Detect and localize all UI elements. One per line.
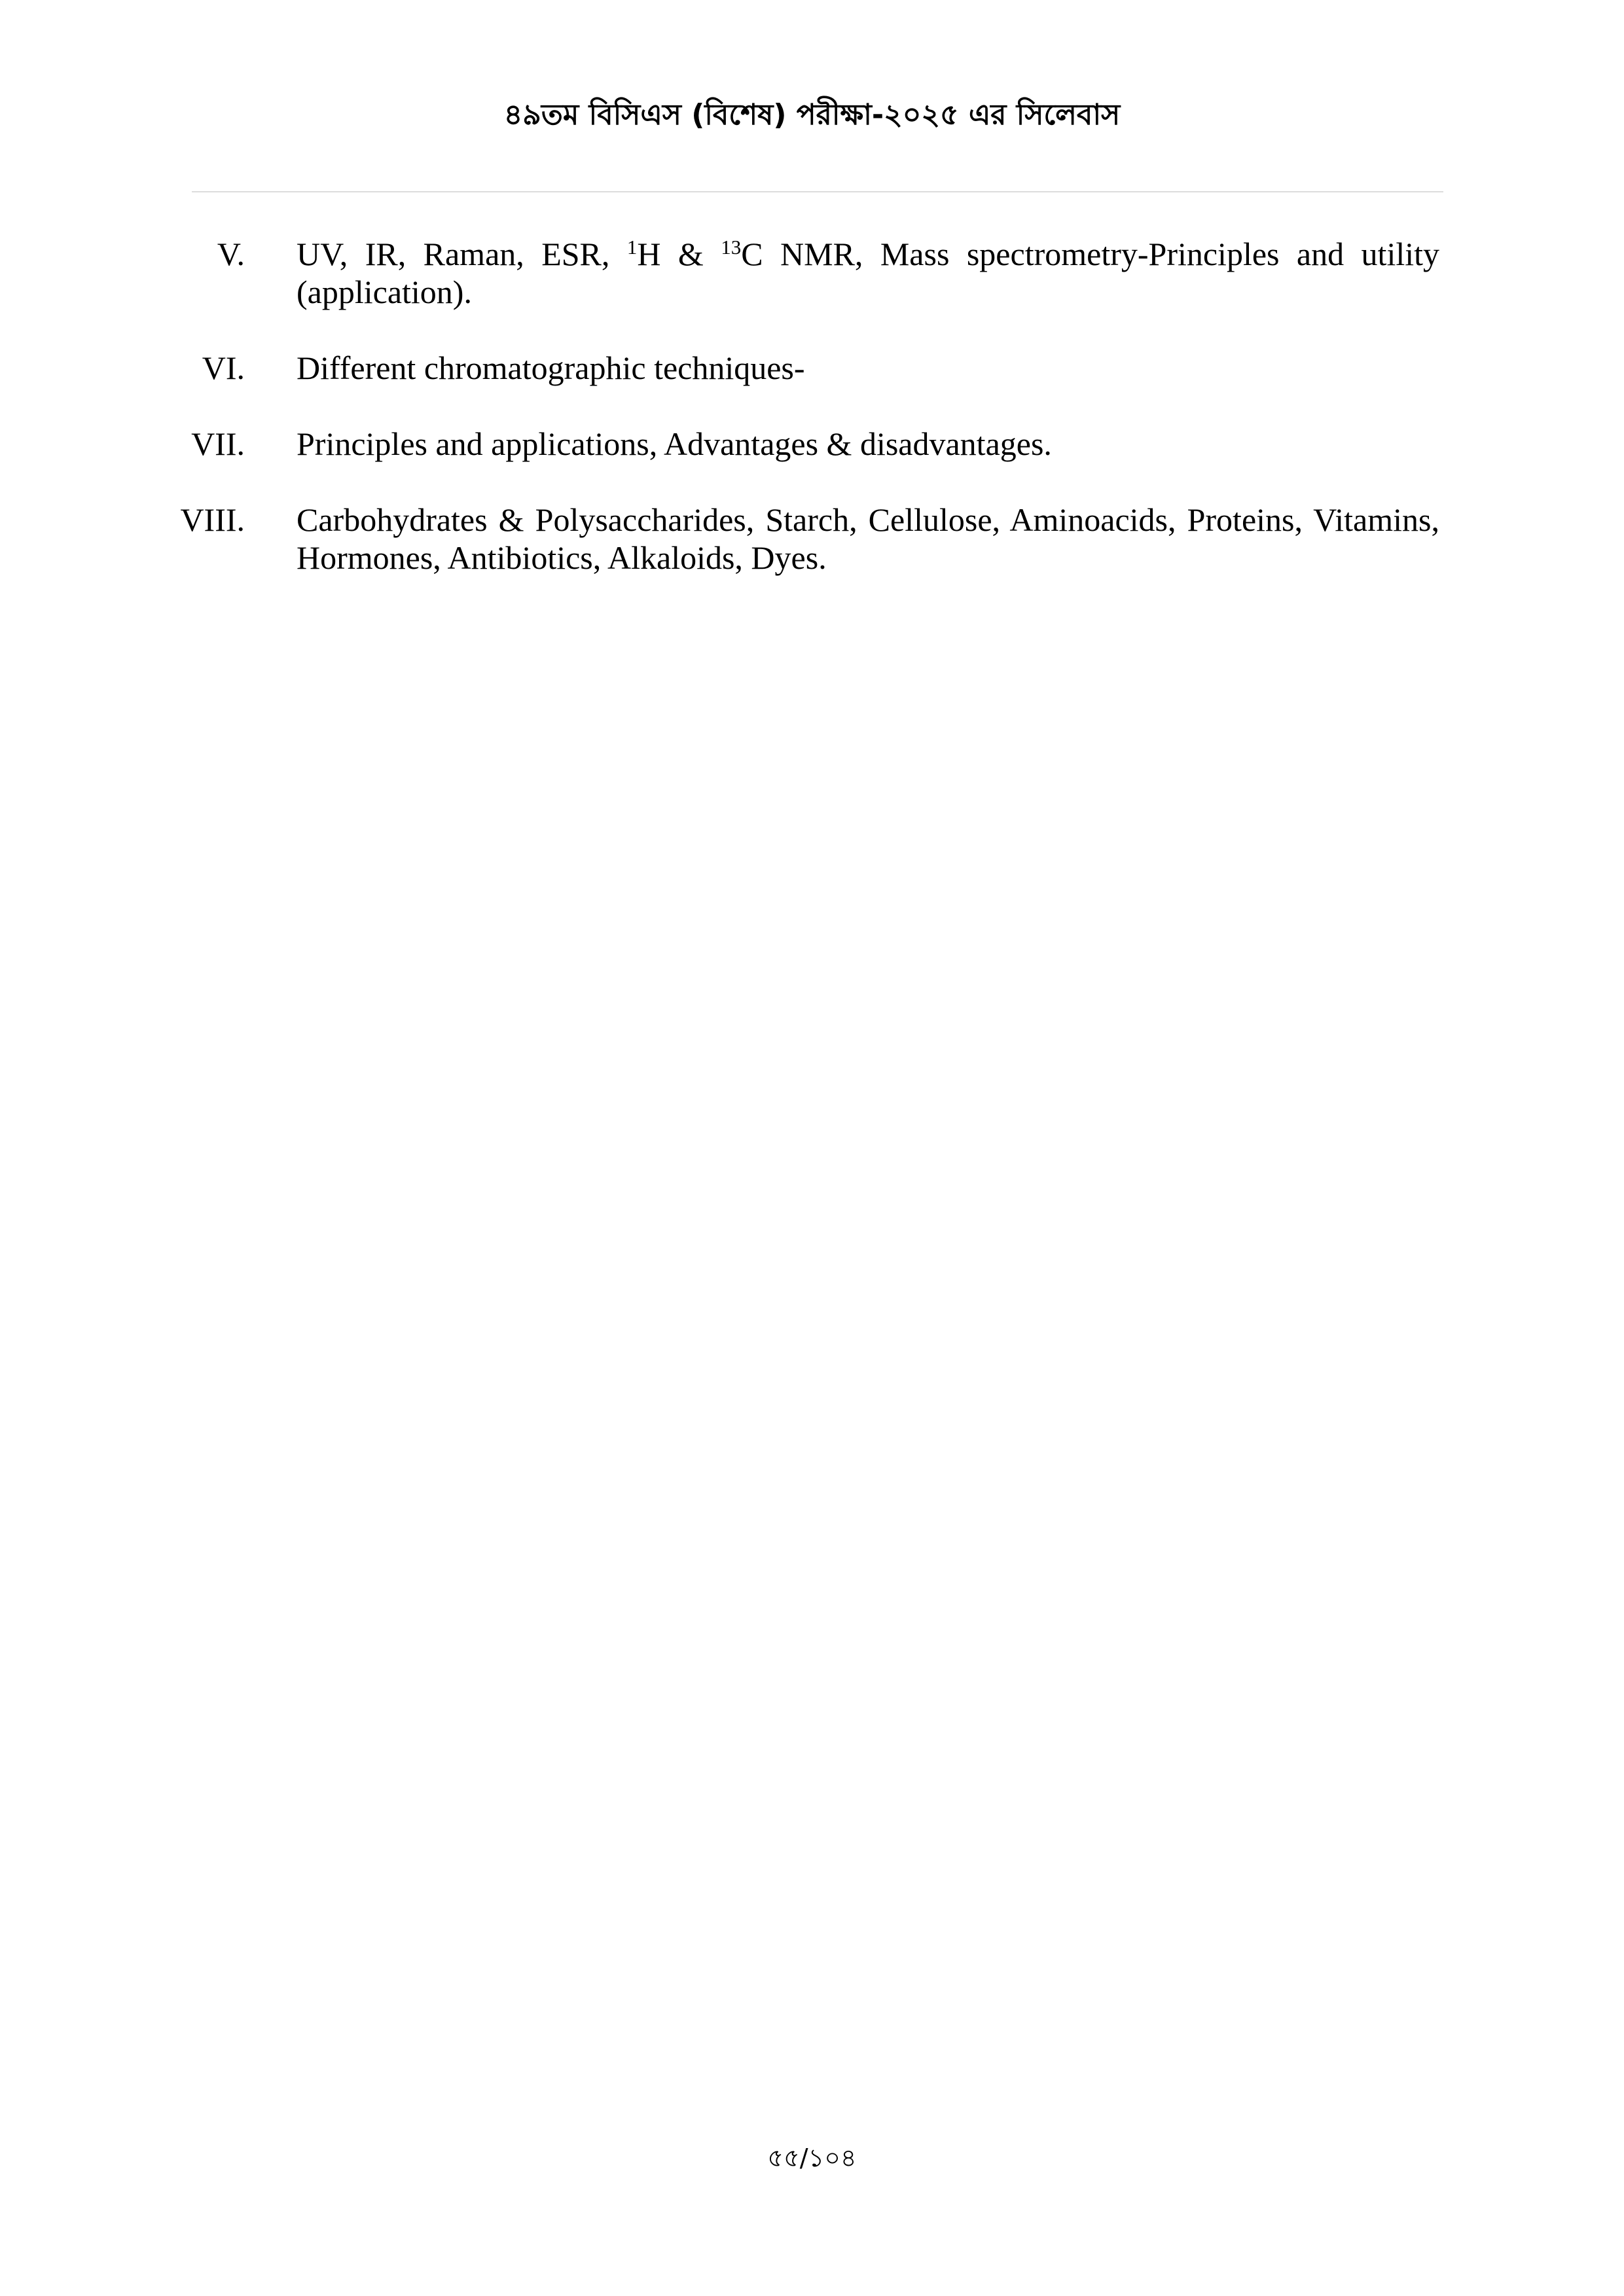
syllabus-list xyxy=(0,235,1624,615)
list-item xyxy=(0,425,1624,463)
item-text-part: C NMR, Mass spectrometry-Principles and utility (application). xyxy=(297,236,1440,310)
list-item xyxy=(0,501,1624,577)
item-numeral: VI. xyxy=(202,350,245,386)
superscript: 1 xyxy=(626,235,638,259)
item-numeral: VIII. xyxy=(180,501,245,538)
item-text xyxy=(297,235,1439,311)
list-item xyxy=(0,235,1624,311)
item-text: Carbohydrates & Polysaccharides, Starch, Cellulose, Aminoacids, Proteins, Vitamins, Hormones, Antibiotics, Alkaloids, Dyes. xyxy=(297,501,1439,576)
item-text: Different chromatographic techniques- xyxy=(297,350,805,386)
item-text: Principles and applications, Advantages & disadvantages. xyxy=(297,425,1052,462)
page-title: ৪৯তম বিসিএস (বিশেষ) পরীক্ষা-২০২৫ এর সিলেবাস xyxy=(503,98,1121,132)
item-numeral: VII. xyxy=(191,425,245,462)
list-item xyxy=(0,349,1624,387)
item-numeral: V. xyxy=(217,236,245,272)
item-text-part: H & xyxy=(637,236,721,272)
header-divider xyxy=(192,191,1443,192)
page-number: ৫৫/১০৪ xyxy=(767,2144,857,2172)
item-text-part: UV, IR, Raman, ESR, xyxy=(297,236,627,272)
superscript: 13 xyxy=(721,235,742,259)
